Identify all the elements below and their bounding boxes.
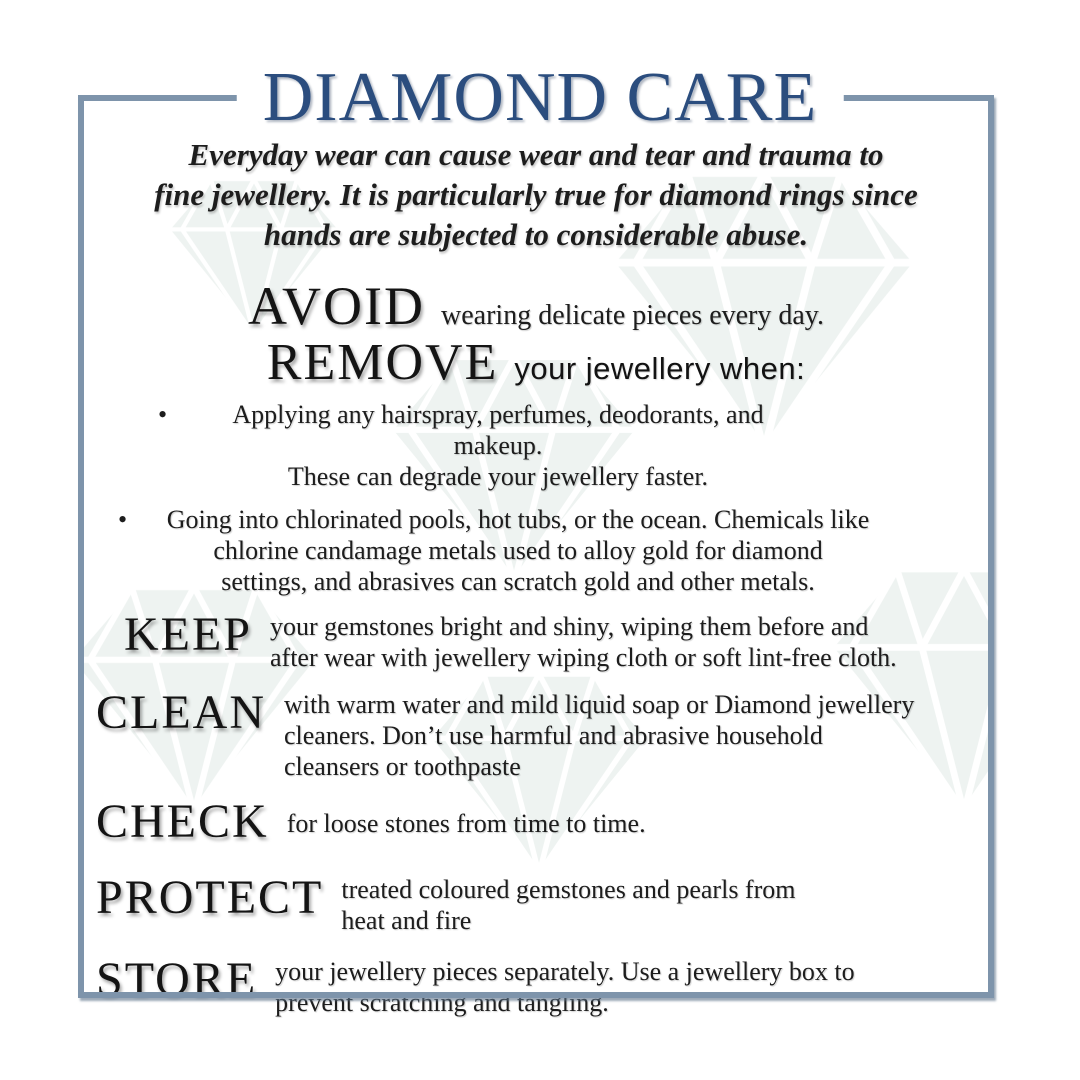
text-line: chlorine candamage metals used to alloy gold for diamond (213, 536, 823, 565)
border-frame (78, 95, 994, 998)
clean-heading: CLEAN (96, 686, 266, 739)
text-line: cleansers or toothpaste (283, 752, 521, 781)
keep-heading: KEEP (124, 608, 252, 661)
avoid-heading: AVOID (248, 276, 426, 336)
text-line: heat and fire (341, 906, 472, 935)
bullet-icon: • (118, 505, 128, 534)
text-line: Applying any hairspray, perfumes, deodorants, and makeup. (232, 400, 764, 460)
bullet-icon: • (158, 400, 168, 429)
protect-heading: PROTECT (96, 871, 324, 924)
text-line: your jewellery pieces separately. Use a jewellery box to (275, 957, 855, 986)
remove-text: your jewellery when: (514, 351, 806, 386)
text-line: cleaners. Don’t use harmful and abrasive household (283, 721, 823, 750)
avoid-text: wearing delicate pieces every day. (441, 300, 824, 331)
text-line: with warm water and mild liquid soap or Diamond jewellery (283, 690, 915, 719)
text-line: fine jewellery. It is particularly true for diamond rings since (154, 177, 918, 212)
check-heading: CHECK (96, 795, 269, 848)
text-line: settings, and abrasives can scratch gold and other metals. (221, 567, 815, 596)
store-heading: STORE (96, 953, 258, 1006)
text-line: prevent scratching and tangling. (275, 988, 609, 1017)
text-line: after wear with jewellery wiping cloth or soft lint-free cloth. (270, 643, 897, 672)
text-line: Going into chlorinated pools, hot tubs, or the ocean. Chemicals like (166, 505, 870, 534)
check-text: for loose stones from time to time. (286, 809, 646, 838)
text-line: your gemstones bright and shiny, wiping them before and (270, 612, 869, 641)
text-line: hands are subjected to considerable abuse. (263, 217, 809, 252)
text-line: These can degrade your jewellery faster. (287, 462, 709, 491)
text-line: treated coloured gemstones and pearls from (341, 875, 796, 904)
text-line: Everyday wear can cause wear and tear and trauma to (188, 137, 884, 172)
remove-heading: REMOVE (266, 334, 499, 391)
page-title: DIAMOND CARE (237, 62, 844, 133)
